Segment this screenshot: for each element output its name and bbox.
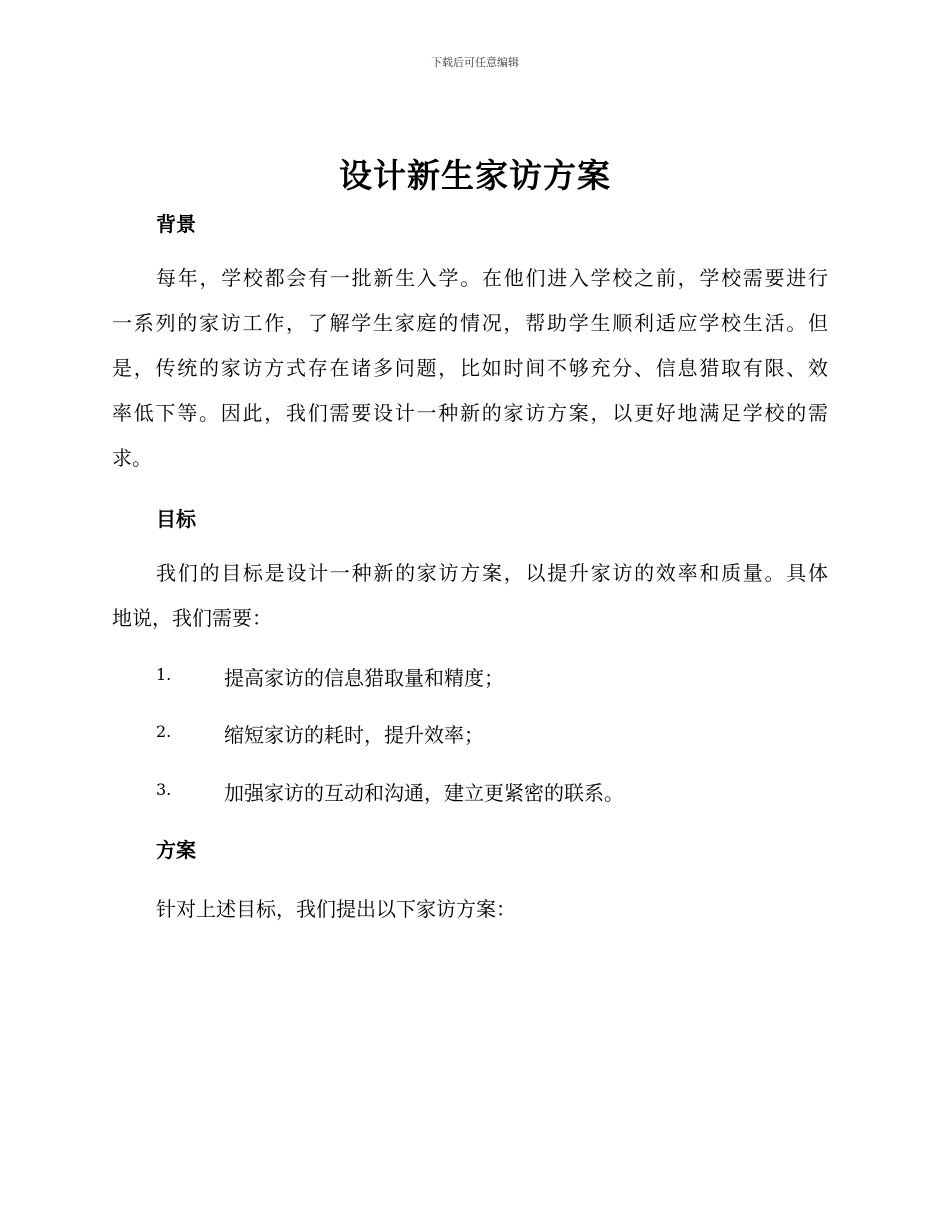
list-number: 2.	[156, 722, 172, 741]
list-number: 3.	[156, 780, 172, 799]
list-text: 缩短家访的耗时，提升效率；	[224, 723, 484, 747]
paragraph-line: 我们的目标是设计一种新的家访方案，以提升家访的效率和质量。具体	[156, 561, 828, 585]
paragraph-line: 求。	[112, 446, 152, 470]
page-header: 下载后可任意编辑	[431, 56, 519, 69]
section-heading-plan: 方案	[156, 838, 196, 862]
list-text: 加强家访的互动和沟通，建立更紧密的联系。	[224, 781, 624, 805]
paragraph-line: 一系列的家访工作，了解学生家庭的情况，帮助学生顺利适应学校生活。但	[112, 311, 828, 335]
paragraph-background	[112, 256, 828, 481]
list-text: 提高家访的信息猎取量和精度；	[224, 666, 504, 690]
section-heading-goal: 目标	[156, 507, 196, 531]
paragraph-line: 地说，我们需要：	[112, 606, 272, 630]
paragraph-plan-intro: 针对上述目标，我们提出以下家访方案：	[156, 897, 516, 921]
paragraph-line: 每年，学校都会有一批新生入学。在他们进入学校之前，学校需要进行	[156, 266, 828, 290]
paragraph-goal	[112, 551, 828, 641]
list-number: 1.	[156, 665, 172, 684]
document-title: 设计新生家访方案	[339, 156, 611, 195]
section-heading-background: 背景	[156, 212, 196, 236]
paragraph-line: 率低下等。因此，我们需要设计一种新的家访方案，以更好地满足学校的需	[112, 401, 828, 425]
paragraph-line: 是，传统的家访方式存在诸多问题，比如时间不够充分、信息猎取有限、效	[112, 356, 828, 380]
